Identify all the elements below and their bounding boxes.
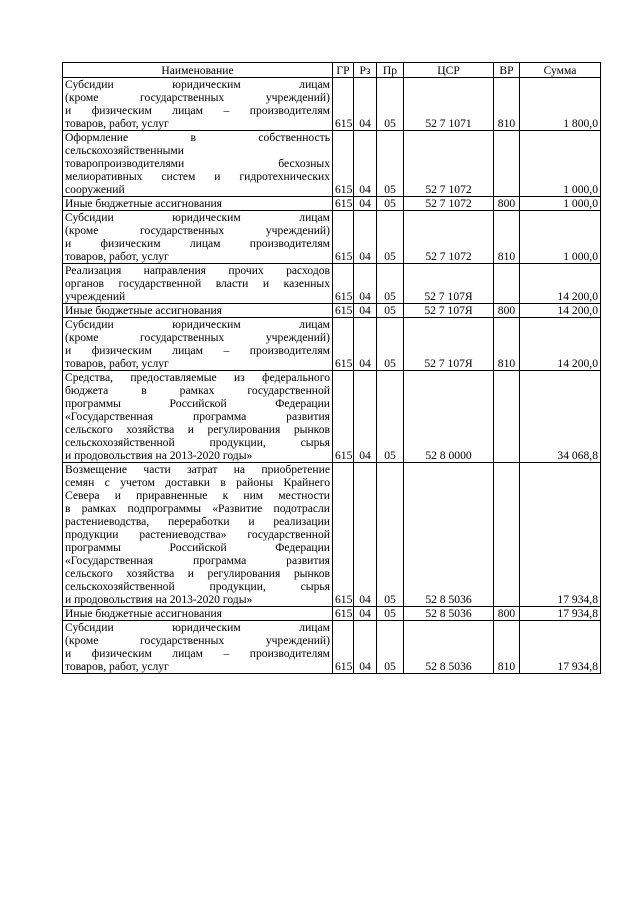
row-gr-cell: 615 [333,621,354,674]
row-name-line: и физическим лицам – производителям [65,647,330,660]
row-name-line: мелиоративных систем и гидротехнических [65,170,330,183]
table-row [63,264,601,304]
row-name-line: сельскохозяйственной продукции, сырья [65,436,330,449]
row-name-line: (кроме государственных учреждений) [65,331,330,344]
row-vr-cell: 800 [494,607,520,621]
row-name-line: Средства, предоставляемые из федерального [65,371,330,384]
row-rz-cell: 04 [354,607,377,621]
row-csr-cell: 52 7 1072 [404,197,494,211]
row-sum-cell: 1 000,0 [520,131,601,197]
row-name-line: товаров, работ, услуг [65,357,169,370]
row-sum-cell: 1 000,0 [520,211,601,264]
row-vr-cell: 810 [494,211,520,264]
header-row [63,63,601,78]
row-vr-cell: 810 [494,78,520,131]
row-gr-cell: 615 [333,318,354,371]
header-csr: ЦСР [404,63,494,78]
row-name-line: товаров, работ, услуг [65,117,169,130]
row-name-cell [63,211,333,264]
row-vr-cell: 800 [494,197,520,211]
row-sum-cell: 14 200,0 [520,304,601,318]
row-gr-cell: 615 [333,264,354,304]
row-gr-cell: 615 [333,211,354,264]
row-name-line: Севера и приравненные к ним местности [65,489,330,502]
row-pr-cell: 05 [377,78,404,131]
row-csr-cell: 52 7 1072 [404,131,494,197]
row-name-cell [63,78,333,131]
row-name-cell [63,264,333,304]
row-sum-cell: 14 200,0 [520,264,601,304]
row-name-line: Возмещение части затрат на приобретение [65,463,330,476]
row-sum-cell: 1 000,0 [520,197,601,211]
row-name-cell [63,621,333,674]
row-vr-cell [494,371,520,463]
table-row [63,131,601,197]
row-csr-cell: 52 7 107Я [404,304,494,318]
row-name-line: растениеводства, переработки и реализации [65,515,330,528]
row-pr-cell: 05 [377,371,404,463]
row-name-line: Субсидии юридическим лицам [65,78,330,91]
row-name-line: Иные бюджетные ассигнования [65,607,222,620]
row-pr-cell: 05 [377,318,404,371]
row-csr-cell: 52 8 5036 [404,621,494,674]
row-pr-cell: 05 [377,607,404,621]
row-name-line: и физическим лицам – производителям [65,104,330,117]
table-row [63,621,601,674]
row-csr-cell: 52 8 5036 [404,463,494,607]
row-name-line: сельского хозяйства и регулирования рынков [65,423,330,436]
row-name-line: семян с учетом доставки в районы Крайнего [65,476,330,489]
row-csr-cell: 52 7 107Я [404,318,494,371]
header-gr: ГР [333,63,354,78]
row-name-line: бюджета в рамках государственной [65,384,330,397]
row-name-line: сельского хозяйства и регулирования рынков [65,567,330,580]
row-name-cell [63,607,333,621]
row-pr-cell: 05 [377,131,404,197]
row-name-cell [63,371,333,463]
row-name-cell [63,463,333,607]
row-pr-cell: 05 [377,264,404,304]
row-gr-cell: 615 [333,607,354,621]
row-rz-cell: 04 [354,371,377,463]
row-csr-cell: 52 7 1071 [404,78,494,131]
row-rz-cell: 04 [354,264,377,304]
budget-table [62,62,601,674]
row-rz-cell: 04 [354,197,377,211]
table-row [63,318,601,371]
row-name-line: и физическим лицам – производителям [65,344,330,357]
row-name-cell [63,318,333,371]
row-name-line: (кроме государственных учреждений) [65,224,330,237]
row-sum-cell: 1 800,0 [520,78,601,131]
row-name-line: Иные бюджетные ассигнования [65,304,222,317]
row-gr-cell: 615 [333,371,354,463]
row-name-cell [63,131,333,197]
table-row [63,607,601,621]
table-row [63,304,601,318]
row-name-line: Субсидии юридическим лицам [65,318,330,331]
row-name-line: сельскохозяйственной продукции, сырья [65,580,330,593]
row-rz-cell: 04 [354,78,377,131]
row-rz-cell: 04 [354,304,377,318]
row-name-line: «Государственная программа развития [65,410,330,423]
row-name-line: (кроме государственных учреждений) [65,634,330,647]
row-name-line: продукции растениеводства» государственной [65,528,330,541]
row-rz-cell: 04 [354,318,377,371]
row-name-cell [63,197,333,211]
row-pr-cell: 05 [377,621,404,674]
row-gr-cell: 615 [333,304,354,318]
row-name-line: товаропроизводителями бесхозных [65,157,330,170]
table-row [63,211,601,264]
row-name-line: программы Российской Федерации [65,397,330,410]
header-sum: Сумма [520,63,601,78]
row-rz-cell: 04 [354,131,377,197]
row-name-cell [63,304,333,318]
row-gr-cell: 615 [333,197,354,211]
row-name-line: органов государственной власти и казенных [65,277,330,290]
row-name-line: и продовольствия на 2013-2020 годы» [65,593,253,606]
header-rz: Рз [354,63,377,78]
row-name-line: Реализация направления прочих расходов [65,264,330,277]
row-rz-cell: 04 [354,621,377,674]
table-row [63,463,601,607]
row-name-line: Иные бюджетные ассигнования [65,197,222,210]
row-vr-cell: 800 [494,304,520,318]
row-name-line: «Государственная программа развития [65,554,330,567]
row-name-line: Субсидии юридическим лицам [65,621,330,634]
header-vr: ВР [494,63,520,78]
row-sum-cell: 34 068,8 [520,371,601,463]
row-csr-cell: 52 8 5036 [404,607,494,621]
row-name-line: в рамках подпрограммы «Развитие подотрасли [65,502,330,515]
row-gr-cell: 615 [333,131,354,197]
row-gr-cell: 615 [333,78,354,131]
table-body [63,78,601,674]
row-name-line: Оформление в собственность [65,131,330,144]
row-pr-cell: 05 [377,197,404,211]
row-sum-cell: 14 200,0 [520,318,601,371]
row-rz-cell: 04 [354,211,377,264]
row-sum-cell: 17 934,8 [520,607,601,621]
row-pr-cell: 05 [377,304,404,318]
row-vr-cell: 810 [494,318,520,371]
row-vr-cell [494,463,520,607]
row-name-line: (кроме государственных учреждений) [65,91,330,104]
row-name-line: сооружений [65,183,125,196]
row-vr-cell [494,264,520,304]
row-name-line: товаров, работ, услуг [65,660,169,673]
row-rz-cell: 04 [354,463,377,607]
row-sum-cell: 17 934,8 [520,463,601,607]
row-csr-cell: 52 7 107Я [404,264,494,304]
row-csr-cell: 52 8 0000 [404,371,494,463]
row-sum-cell: 17 934,8 [520,621,601,674]
row-gr-cell: 615 [333,463,354,607]
header-pr: Пр [377,63,404,78]
row-name-line: и продовольствия на 2013-2020 годы» [65,449,253,462]
row-vr-cell: 810 [494,621,520,674]
row-csr-cell: 52 7 1072 [404,211,494,264]
row-name-line: программы Российской Федерации [65,541,330,554]
row-name-line: и физическим лицам производителям [65,237,330,250]
table-row [63,197,601,211]
row-pr-cell: 05 [377,211,404,264]
row-name-line: товаров, работ, услуг [65,250,169,263]
row-vr-cell [494,131,520,197]
table-row [63,371,601,463]
row-name-line: учреждений [65,290,126,303]
row-name-line: сельскохозяйственными [65,144,184,157]
header-name: Наименование [63,63,333,78]
row-pr-cell: 05 [377,463,404,607]
table-row [63,78,601,131]
row-name-line: Субсидии юридическим лицам [65,211,330,224]
